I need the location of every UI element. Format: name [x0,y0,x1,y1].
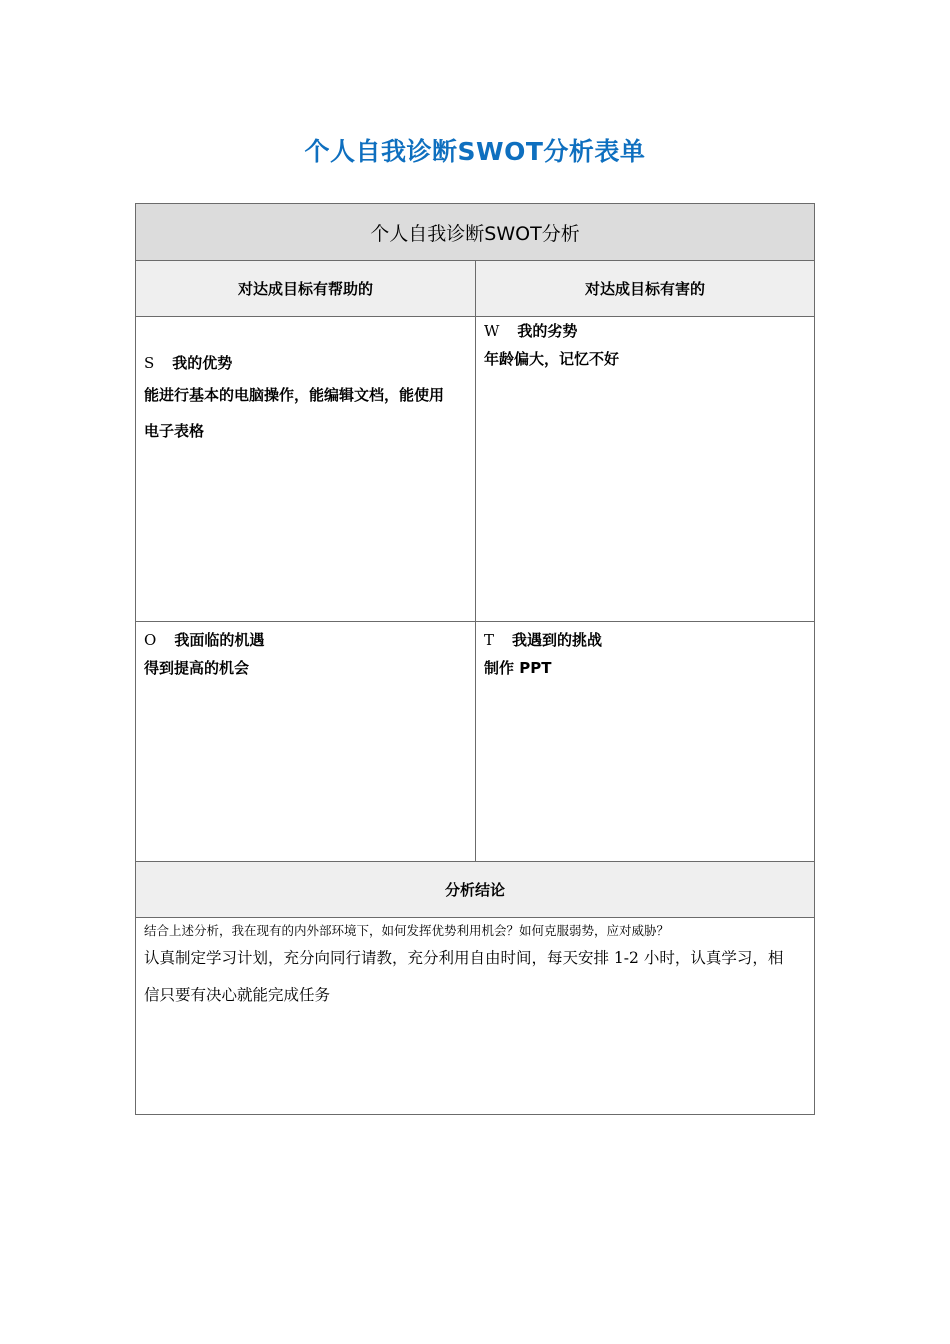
conclusion-heading: 分析结论 [136,861,814,917]
document-title: 个人自我诊断SWOT分析表单 [304,137,646,166]
strengths-label: 我的优势 [172,354,233,372]
opportunities-cell [136,621,475,861]
table-heading: 个人自我诊断SWOT分析 [136,204,814,260]
weaknesses-line: 年龄偏大，记忆不好 [484,350,620,368]
opportunities-heading [144,630,467,650]
weaknesses-letter: W [484,322,500,340]
conclusion-content [144,940,806,1014]
strengths-heading [144,353,467,373]
threats-cell [475,621,814,861]
conclusion-line: 信只要有决心就能完成任务 [144,986,331,1004]
strengths-content [144,377,467,449]
conclusion-line: 认真制定学习计划，充分向同行请教，充分利用自由时间，每天安排 1-2 小时，认真学习，相 [144,949,784,967]
conclusion-cell [136,917,814,1114]
opportunities-line: 得到提高的机会 [144,659,250,677]
column-header-harmful: 对达成目标有害的 [475,260,814,316]
swot-table [135,203,815,1115]
opportunities-label: 我面临的机遇 [174,631,265,649]
opportunities-content [144,650,467,686]
strengths-line: 能进行基本的电脑操作，能编辑文档，能使用 [144,386,445,404]
strengths-letter: S [144,354,155,372]
threats-content [484,650,806,686]
strengths-cell [136,316,475,621]
weaknesses-content [484,341,806,377]
weaknesses-cell [475,316,814,621]
strengths-line: 电子表格 [144,422,205,440]
conclusion-question: 结合上述分析，我在现有的内外部环境下，如何发挥优势利用机会？如何克服弱势，应对威胁？ [144,923,670,938]
threats-line: 制作 PPT [484,659,552,677]
threats-label: 我遇到的挑战 [512,631,603,649]
threats-letter: T [484,631,495,649]
column-header-helpful: 对达成目标有帮助的 [136,260,475,316]
opportunities-letter: O [144,631,157,649]
threats-heading [484,630,806,650]
weaknesses-heading [484,321,806,341]
weaknesses-label: 我的劣势 [517,322,578,340]
